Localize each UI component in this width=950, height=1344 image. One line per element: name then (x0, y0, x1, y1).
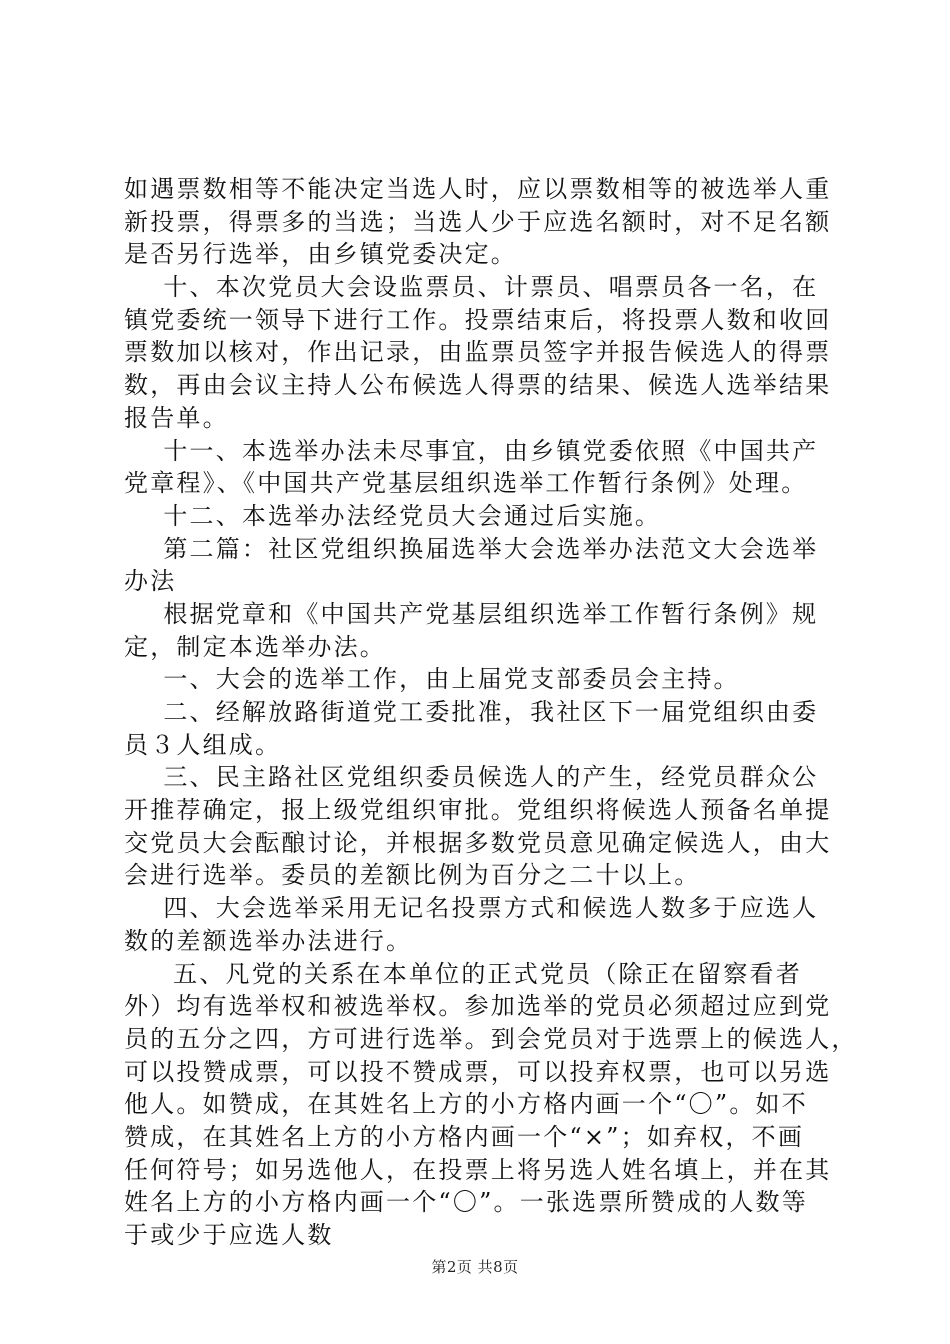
page-number-footer: 第2页 共8页 (431, 1258, 519, 1276)
text-line: 一、大会的选举工作，由上届党支部委员会主持。 (124, 665, 740, 694)
text-line: 可以投赞成票，可以投不赞成票，可以投弃权票，也可以另选 (124, 1057, 832, 1086)
text-line: 五、凡党的关系在本单位的正式党员（除正在留察看者 (124, 959, 802, 988)
text-line: 根据党章和《中国共产党基层组织选举工作暂行条例》规 (124, 599, 819, 628)
text-line: 如遇票数相等不能决定当选人时，应以票数相等的被选举人重 (124, 175, 832, 203)
text-line: 员的五分之四，方可进行选举。到会党员对于选票上的候选人， (124, 1024, 858, 1053)
text-line: 于或少于应选人数 (124, 1221, 334, 1249)
text-line: 定，制定本选举办法。 (124, 632, 386, 661)
text-line: 数的差额选举办法进行。 (124, 926, 413, 955)
text-line: 党章程》、《中国共产党基层组织选举工作暂行条例》处理。 (124, 469, 808, 498)
text-line: 是否另行选举，由乡镇党委决定。 (124, 240, 517, 269)
text-line: 会进行选举。委员的差额比例为百分之二十以上。 (124, 861, 701, 890)
text-line: 新投票，得票多的当选；当选人少于应选名额时，对不足名额 (124, 207, 832, 236)
text-line: 十一、本选举办法未尽事宜，由乡镇党委依照《中国共产 (124, 436, 819, 465)
text-line: 四、大会选举采用无记名投票方式和候选人数多于应选人 (124, 894, 819, 923)
text-line: 他人。如赞成，在其姓名上方的小方格内画一个“〇”。如不 (124, 1090, 808, 1119)
text-line: 交党员大会酝酿讨论，并根据多数党员意见确定候选人，由大 (124, 828, 832, 857)
text-line: 十二、本选举办法经党员大会通过后实施。 (124, 501, 662, 530)
text-line: 二、经解放路街道党工委批准，我社区下一届党组织由委 (124, 698, 819, 726)
text-line: 任何符号；如另选他人，在投票上将另选人姓名填上，并在其 (124, 1155, 832, 1184)
document-body (124, 173, 858, 1252)
text-line: 员３人组成。 (124, 730, 282, 759)
text-line: 开推荐确定，报上级党组织审批。党组织将候选人预备名单提 (124, 796, 832, 825)
text-line: 票数加以核对，作出记录，由监票员签字并报告候选人的得票 (124, 338, 832, 367)
section-heading-line: 第二篇：社区党组织换届选举大会选举办法范文大会选举 (124, 534, 819, 563)
section-heading-line: 办法 (124, 567, 177, 596)
text-line: 姓名上方的小方格内画一个“〇”。一张选票所赞成的人数等 (124, 1188, 808, 1217)
text-line: 十、本次党员大会设监票员、计票员、唱票员各一名，在 (124, 273, 819, 302)
text-line: 三、民主路社区党组织委员候选人的产生，经党员群众公 (124, 763, 819, 792)
text-line: 报告单。 (124, 403, 229, 432)
text-line: 赞成，在其姓名上方的小方格内画一个“×”；如弃权，不画 (124, 1122, 805, 1151)
text-line: 数，再由会议主持人公布候选人得票的结果、候选人选举结果 (124, 371, 832, 400)
text-line: 外）均有选举权和被选举权。参加选举的党员必须超过应到党 (124, 992, 832, 1021)
text-line: 镇党委统一领导下进行工作。投票结束后，将投票人数和收回 (124, 305, 832, 334)
